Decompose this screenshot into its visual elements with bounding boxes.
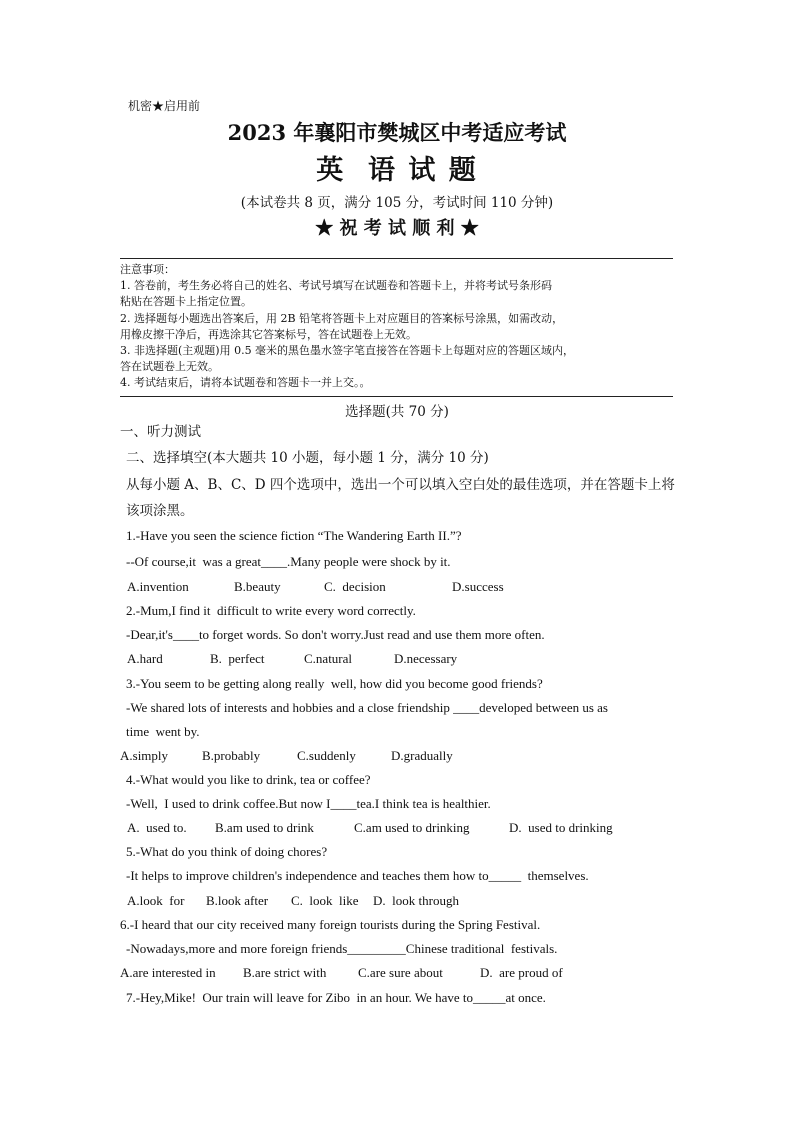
- question-4-option-b[interactable]: B.am used to drink: [215, 820, 314, 835]
- question-6-option-a[interactable]: A.are interested in: [120, 965, 216, 980]
- question-7-prompt: 7.-Hey,Mike! Our train will leave for Zibo in an hour. We have to_____at once.: [126, 990, 546, 1005]
- question-2-option-d[interactable]: D.necessary: [394, 651, 458, 666]
- part-multiple-choice: 二、选择填空(本大题共 10 小题，每小题 1 分，满分 10 分): [126, 450, 489, 466]
- subject-title: 英 语 试 题: [316, 155, 478, 186]
- question-6-prompt: 6.-I heard that our city received many foreign tourists during the Spring Festival.: [120, 917, 541, 932]
- bottom-divider: [120, 396, 673, 397]
- question-4-option-d[interactable]: D. used to drinking: [509, 820, 613, 835]
- notice-heading: 注意事项：: [120, 263, 175, 276]
- question-2-option-a[interactable]: A.hard: [127, 651, 163, 666]
- question-3-option-c[interactable]: C.suddenly: [297, 748, 356, 763]
- notice-line: 粘贴在答题卡上指定位置。: [120, 295, 252, 308]
- top-divider: [120, 258, 673, 259]
- question-1-option-a[interactable]: A.invention: [127, 579, 189, 594]
- question-3-prompt: 3.-You seem to be getting along really well, how did you become good friends?: [126, 676, 543, 691]
- question-1-response: --Of course,it was a great____.Many people were shock by it.: [126, 554, 451, 569]
- question-3-response: -We shared lots of interests and hobbies and a close friendship ____developed between us as: [126, 700, 608, 715]
- question-1-prompt: 1.-Have you seen the science fiction “The Wandering Earth II.”?: [126, 528, 462, 543]
- exam-info: (本试卷共 8 页，满分 105 分，考试时间 110 分钟): [240, 195, 554, 211]
- question-4-option-a[interactable]: A. used to.: [127, 820, 187, 835]
- question-2-prompt: 2.-Mum,I find it difficult to write every word correctly.: [126, 603, 416, 618]
- question-6-option-b[interactable]: B.are strict with: [243, 965, 327, 980]
- notice-line: 答在试题卷上无效。: [120, 360, 219, 373]
- question-5-prompt: 5.-What do you think of doing chores?: [126, 844, 328, 859]
- question-2-option-b[interactable]: B. perfect: [210, 651, 265, 666]
- question-3-option-d[interactable]: D.gradually: [391, 748, 453, 763]
- question-6-option-d[interactable]: D. are proud of: [480, 965, 563, 980]
- notice-line: 3. 非选择题(主观题)用 0.5 毫米的黑色墨水签字笔直接答在答题卡上每题对应的答题区域内，: [120, 344, 575, 357]
- question-2-response: -Dear,it's____to forget words. So don't worry.Just read and use them more often.: [126, 627, 545, 642]
- question-1-option-d[interactable]: D.success: [452, 579, 504, 594]
- question-5-option-d[interactable]: D. look through: [373, 893, 459, 908]
- question-6-option-c[interactable]: C.are sure about: [358, 965, 443, 980]
- question-4-option-c[interactable]: C.am used to drinking: [354, 820, 470, 835]
- instruction-line: 该项涂黑。: [126, 503, 194, 519]
- question-1-option-b[interactable]: B.beauty: [234, 579, 281, 594]
- blessing: ★ 祝 考 试 顺 利 ★: [315, 218, 479, 239]
- question-6-response: -Nowadays,more and more foreign friends_________Chinese traditional festivals.: [126, 941, 558, 956]
- part-listening: 一、听力测试: [120, 424, 201, 440]
- notice-line: 2. 选择题每小题选出答案后，用 2B 铅笔将答题卡上对应题目的答案标号涂黑，如需改动，: [120, 312, 564, 325]
- question-5-option-c[interactable]: C. look like: [291, 893, 359, 908]
- section-choice: 选择题(共 70 分): [345, 404, 449, 420]
- notice-line: 1. 答卷前，考生务必将自己的姓名、考试号填写在试题卷和答题卡上，并将考试号条形码: [120, 279, 552, 292]
- question-4-prompt: 4.-What would you like to drink, tea or coffee?: [126, 772, 371, 787]
- exam-title: 2023 年襄阳市樊城区中考适应考试: [227, 120, 567, 145]
- question-5-option-a[interactable]: A.look for: [127, 893, 185, 908]
- question-4-response: -Well, I used to drink coffee.But now I____tea.I think tea is healthier.: [126, 796, 491, 811]
- notice-line: 4. 考试结束后，请将本试题卷和答题卡一并上交。。: [120, 376, 371, 389]
- question-2-option-c[interactable]: C.natural: [304, 651, 353, 666]
- instruction-line: 从每小题 A、B、C、D 四个选项中，选出一个可以填入空白处的最佳选项，并在答题卡上将: [126, 477, 675, 493]
- question-3-option-b[interactable]: B.probably: [202, 748, 261, 763]
- notice-line: 用橡皮擦干净后，再选涂其它答案标号，答在试题卷上无效。: [120, 328, 417, 341]
- confidential-label: 机密★启用前: [128, 99, 201, 113]
- question-5-response: -It helps to improve children's independence and teaches them how to_____ themselves.: [126, 868, 589, 883]
- question-5-option-b[interactable]: B.look after: [206, 893, 269, 908]
- question-3-option-a[interactable]: A.simply: [120, 748, 169, 763]
- question-1-option-c[interactable]: C. decision: [324, 579, 386, 594]
- question-3-response-cont: time went by.: [126, 724, 200, 739]
